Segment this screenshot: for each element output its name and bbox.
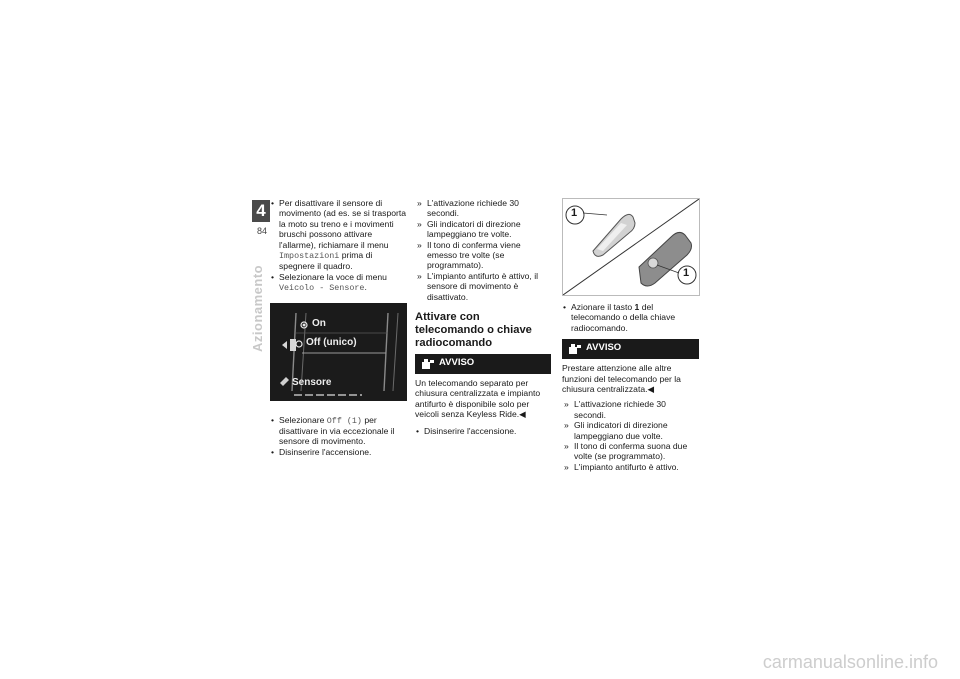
chapter-side-label: Azionamento bbox=[250, 264, 265, 352]
warning-label: AVVISO bbox=[586, 342, 622, 354]
instruction-bullet-2: • Selezionare la voce di menu Veicolo - Sensore. bbox=[270, 272, 408, 294]
menu-path-veicolo-sensore: Veicolo - Sensore bbox=[279, 283, 365, 294]
hand-warning-icon bbox=[568, 343, 582, 355]
instruction-bullet-3: • Selezionare Off (1) per disattivare in via eccezionale il sensore di movimento. bbox=[270, 415, 408, 447]
site-watermark: carmanualsonline.info bbox=[762, 652, 938, 672]
warning-text: Un telecomando separato per chiusura centralizzata e impianto antifurto è disponibile solo per veicoli senza Keyless Ride.◀ bbox=[415, 378, 541, 420]
end-mark-icon: ◀ bbox=[519, 409, 526, 420]
warning-banner bbox=[415, 354, 551, 374]
result-4: » L'impianto antifurto è attivo, il sensore di movimento è disattivato. bbox=[415, 271, 551, 302]
column-3 bbox=[562, 198, 699, 472]
screen-menu-title: Sensore bbox=[292, 376, 332, 388]
chapter-number: 4 bbox=[252, 200, 270, 222]
warning-label: AVVISO bbox=[439, 357, 475, 369]
instruction-bullet-5: • Disinserire l'accensione. bbox=[415, 426, 551, 436]
result-1: » L'attivazione richiede 30 secondi. bbox=[415, 198, 551, 219]
instruction-bullet-4: • Disinserire l'accensione. bbox=[270, 447, 408, 457]
figure-callout-1b: 1 bbox=[683, 267, 690, 279]
result-7: » Il tono di conferma suona due volte (se programmato). bbox=[562, 441, 699, 462]
result-2: » Gli indicatori di direzione lampeggiano tre volte. bbox=[415, 219, 551, 240]
menu-name-impostazioni: Impostazioni bbox=[279, 251, 340, 262]
remote-key-graphic bbox=[563, 199, 699, 295]
warning-banner-2 bbox=[562, 339, 699, 359]
result-6: » Gli indicatori di direzione lampeggiano due volte. bbox=[562, 420, 699, 441]
option-off-1: Off (1) bbox=[326, 415, 362, 426]
figure-callout-1a: 1 bbox=[571, 207, 578, 219]
screen-option-on: On bbox=[312, 317, 326, 329]
section-heading: Attivare con telecomando o chiave radiocomando bbox=[415, 311, 532, 350]
page-number: 84 bbox=[256, 226, 267, 236]
result-3: » Il tono di conferma viene emesso tre volte (se programmato). bbox=[415, 240, 551, 271]
display-screen-figure bbox=[270, 303, 407, 401]
result-5: » L'attivazione richiede 30 secondi. bbox=[562, 399, 699, 420]
instruction-bullet-6: • Azionare il tasto 1 del telecomando o della chiave radiocomando. bbox=[562, 302, 699, 333]
screen-option-off: Off (unico) bbox=[306, 336, 357, 348]
end-mark-icon: ◀ bbox=[647, 384, 655, 395]
display-screen-graphic bbox=[270, 303, 407, 401]
warning-text-2: Prestare attenzione alle altre funzioni del telecomando per la chiusura centralizzata.◀ bbox=[562, 363, 681, 395]
column-2 bbox=[415, 198, 551, 436]
column-1 bbox=[270, 198, 408, 457]
result-8: » L'impianto antifurto è attivo. bbox=[562, 462, 699, 472]
hand-warning-icon bbox=[421, 358, 435, 370]
remote-key-figure bbox=[562, 198, 700, 296]
instruction-bullet-1: • Per disattivare il sensore di movimento (ad es. se si trasporta la moto su treno e i movimenti bruschi possono attivare l'allarme), richiamare il menu Impostazioni prima di spegnere il quadro. bbox=[270, 198, 408, 272]
